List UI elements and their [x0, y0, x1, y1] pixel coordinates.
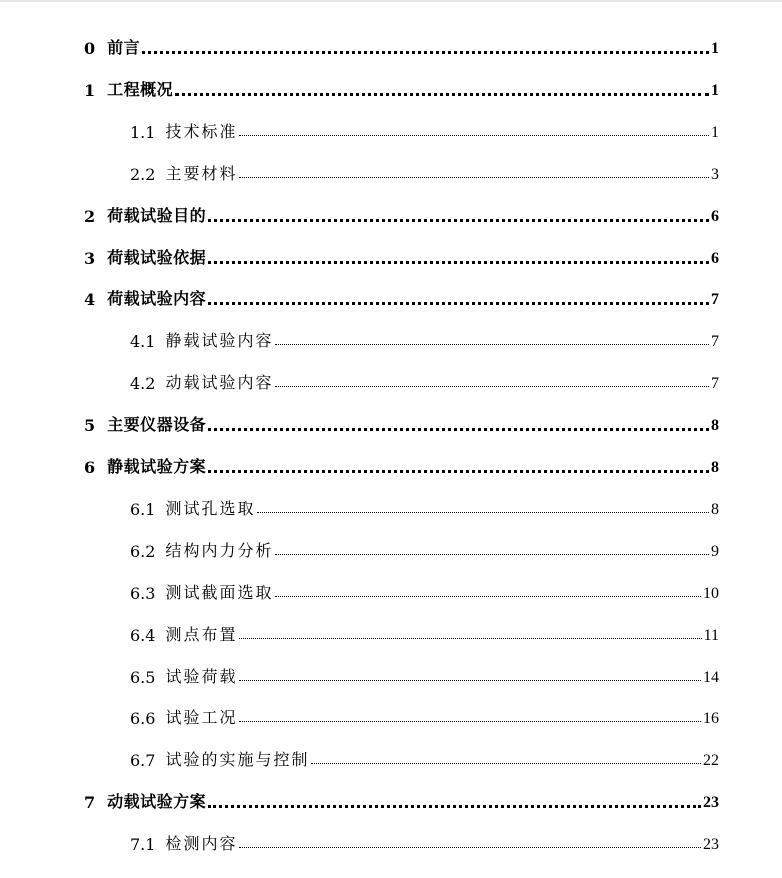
toc-entry[interactable] [130, 830, 719, 854]
toc-entry-number: 1 [84, 81, 96, 100]
toc-dot-leader [239, 847, 701, 848]
toc-entry-number: 7.1 [130, 835, 156, 854]
toc-dot-leader [175, 93, 709, 96]
toc-entry[interactable] [84, 285, 719, 309]
toc-entry-page-number: 6 [711, 250, 719, 267]
toc-entry[interactable] [84, 76, 719, 100]
toc-entry-number: 5 [84, 416, 96, 435]
toc-entry-page-number: 1 [711, 124, 719, 141]
toc-entry[interactable] [130, 537, 719, 561]
toc-entry[interactable] [130, 621, 719, 645]
toc-entry-page-number: 23 [703, 836, 719, 853]
toc-entry-page-number: 7 [711, 375, 719, 392]
toc-entry-title: 动载试验内容 [165, 373, 274, 392]
toc-dot-leader [142, 51, 709, 54]
toc-entry[interactable] [84, 411, 719, 435]
toc-dot-leader [311, 763, 701, 764]
toc-entry-number: 6.3 [130, 584, 156, 603]
toc-entry[interactable] [130, 369, 719, 393]
toc-entry[interactable] [84, 244, 719, 268]
toc-dot-leader [239, 135, 709, 136]
toc-entry-title: 检测内容 [165, 834, 238, 853]
toc-entry[interactable] [84, 453, 719, 477]
toc-dot-leader [239, 177, 709, 178]
toc-entry-page-number: 10 [703, 585, 719, 602]
toc-entry[interactable] [84, 788, 719, 812]
toc-entry[interactable] [130, 118, 719, 142]
toc-entry-page-number: 11 [703, 627, 719, 644]
toc-entry-title: 测点布置 [165, 625, 238, 644]
toc-entry-number: 4 [84, 290, 96, 309]
toc-entry-title: 动载试验方案 [107, 792, 207, 811]
toc-entry-title: 前言 [107, 38, 141, 57]
toc-entry[interactable] [130, 704, 719, 728]
toc-entry-number: 0 [84, 39, 96, 58]
toc-entry-page-number: 8 [711, 459, 719, 476]
toc-entry-number: 6.6 [130, 709, 156, 728]
toc-dot-leader [208, 470, 709, 473]
toc-entry[interactable] [130, 746, 719, 770]
toc-entry[interactable] [84, 34, 719, 58]
toc-entry-title: 荷载试验目的 [107, 206, 207, 225]
toc-entry-title: 结构内力分析 [165, 541, 274, 560]
toc-entry-number: 6.5 [130, 668, 156, 687]
toc-dot-leader [275, 344, 709, 345]
toc-entry-title: 测试截面选取 [165, 583, 274, 602]
toc-dot-leader [239, 680, 701, 681]
toc-entry-title: 主要仪器设备 [107, 415, 207, 434]
toc-entry-page-number: 7 [711, 291, 719, 308]
toc-entry[interactable] [84, 202, 719, 226]
toc-entry[interactable] [130, 579, 719, 603]
toc-entry-page-number: 1 [711, 82, 719, 99]
toc-entry-title: 试验工况 [165, 708, 238, 727]
toc-dot-leader [275, 386, 709, 387]
toc-entry-number: 6.2 [130, 542, 156, 561]
toc-entry[interactable] [130, 160, 719, 184]
toc-entry-page-number: 16 [703, 710, 719, 727]
toc-entry[interactable] [130, 663, 719, 687]
toc-dot-leader [275, 554, 709, 555]
toc-entry-page-number: 8 [711, 417, 719, 434]
toc-entry-number: 6 [84, 458, 96, 477]
toc-entry-title: 主要材料 [165, 164, 238, 183]
toc-entry-number: 3 [84, 249, 96, 268]
top-divider [0, 0, 782, 2]
toc-entry-number: 6.4 [130, 626, 156, 645]
toc-dot-leader [257, 512, 709, 513]
toc-entry-title: 技术标准 [165, 122, 238, 141]
toc-entry[interactable] [130, 327, 719, 351]
toc-entry-title: 工程概况 [107, 80, 174, 99]
toc-entry-number: 4.2 [130, 374, 156, 393]
toc-dot-leader [275, 596, 701, 597]
toc-entry-number: 6.7 [130, 751, 156, 770]
toc-entry-title: 静载试验方案 [107, 457, 207, 476]
toc-dot-leader [208, 428, 709, 431]
toc-entry-page-number: 22 [703, 752, 719, 769]
toc-entry-page-number: 3 [711, 166, 719, 183]
toc-entry-number: 7 [84, 793, 96, 812]
toc-entry-title: 荷载试验内容 [107, 289, 207, 308]
toc-entry-title: 试验的实施与控制 [165, 750, 310, 769]
toc-dot-leader [208, 302, 709, 305]
toc-entry-page-number: 1 [711, 40, 719, 57]
toc-entry-title: 测试孔选取 [165, 499, 256, 518]
toc-entry-page-number: 7 [711, 333, 719, 350]
toc-dot-leader [208, 261, 709, 264]
toc-dot-leader [208, 805, 701, 808]
toc-entry[interactable] [130, 495, 719, 519]
toc-entry-page-number: 14 [703, 669, 719, 686]
toc-entry-page-number: 8 [711, 501, 719, 518]
toc-dot-leader [239, 638, 701, 639]
toc-dot-leader [208, 219, 709, 222]
toc-entry-number: 6.1 [130, 500, 156, 519]
toc-dot-leader [239, 721, 701, 722]
toc-entry-title: 试验荷载 [165, 667, 238, 686]
toc-entry-number: 4.1 [130, 332, 156, 351]
toc-entry-page-number: 9 [711, 543, 719, 560]
toc-entry-number: 1.1 [130, 123, 156, 142]
toc-entry-number: 2.2 [130, 165, 156, 184]
toc-entry-title: 荷载试验依据 [107, 248, 207, 267]
toc-entry-title: 静载试验内容 [165, 331, 274, 350]
toc-entry-page-number: 6 [711, 208, 719, 225]
toc-entry-number: 2 [84, 207, 96, 226]
toc-entry-page-number: 23 [703, 794, 719, 811]
